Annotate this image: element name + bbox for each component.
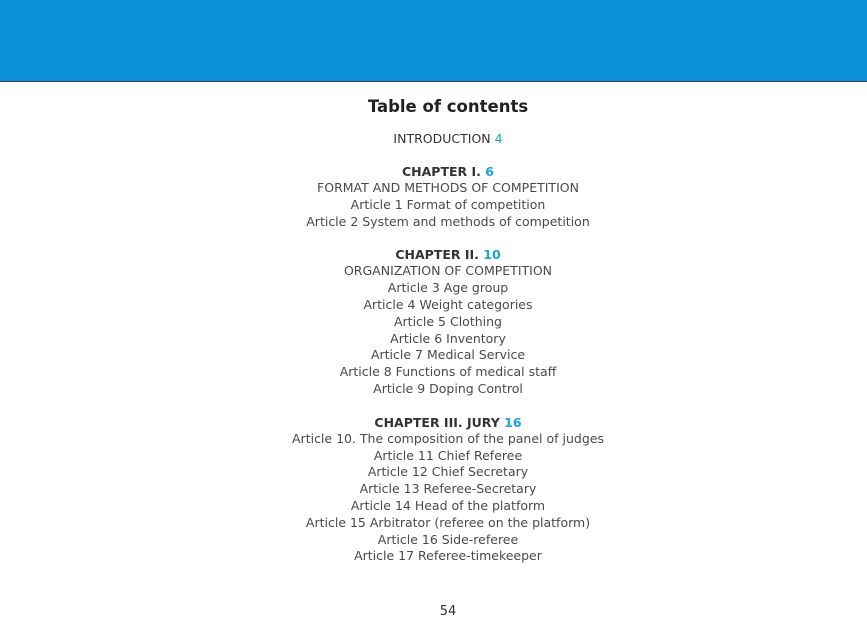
toc-article-15[interactable]: Article 15 Arbitrator (referee on the platform) [305,514,591,530]
toc-article-12[interactable]: Article 12 Chief Secretary [367,464,529,480]
intro-label: INTRODUCTION [393,131,491,146]
chapter-3-page-number[interactable]: 16 [504,414,522,430]
toc-article-17[interactable]: Article 17 Referee-timekeeper [354,548,542,564]
chapter-2 [0,246,867,397]
toc-article-9[interactable]: Article 9 Doping Control [373,380,523,396]
toc-article-13[interactable]: Article 13 Referee-Secretary [359,481,537,497]
toc-article-7[interactable]: Article 7 Medical Service [370,347,526,363]
toc-article-8[interactable]: Article 8 Functions of medical staff [339,364,557,380]
toc-article-3[interactable]: Article 3 Age group [387,280,509,296]
chapter-1-heading[interactable] [0,163,867,180]
toc-article-1[interactable]: Article 1 Format of competition [350,196,546,212]
toc-intro-entry[interactable] [0,130,867,147]
chapter-1-page-number[interactable]: 6 [485,164,494,179]
toc-article-11[interactable]: Article 11 Chief Referee [373,447,523,463]
table-of-contents [0,95,867,565]
header-banner [0,0,867,82]
chapter-1-subtitle: FORMAT AND METHODS OF COMPETITION [317,180,579,195]
chapter-3-heading[interactable] [0,414,867,431]
toc-article-14[interactable]: Article 14 Head of the platform [350,497,546,513]
toc-article-6[interactable]: Article 6 Inventory [390,330,506,346]
toc-title: Table of contents [367,97,529,116]
toc-article-16[interactable]: Article 16 Side-referee [377,531,519,547]
toc-article-5[interactable]: Article 5 Clothing [393,313,502,329]
page-number: 54 [439,604,457,619]
chapter-2-heading[interactable] [0,246,867,263]
chapter-3 [0,414,867,565]
intro-page-number[interactable]: 4 [494,131,503,146]
chapter-1-title: CHAPTER I. [402,164,481,179]
chapter-3-title: CHAPTER III. JURY [374,414,500,430]
chapter-1 [0,163,867,230]
toc-article-2[interactable]: Article 2 System and methods of competition [306,213,590,229]
toc-article-4[interactable]: Article 4 Weight categories [363,296,533,312]
chapter-2-subtitle: ORGANIZATION OF COMPETITION [343,263,553,279]
toc-article-10[interactable]: Article 10. The composition of the panel of judges [292,430,604,446]
chapter-2-page-number[interactable]: 10 [483,247,501,263]
chapter-2-title: CHAPTER II. [395,247,479,263]
